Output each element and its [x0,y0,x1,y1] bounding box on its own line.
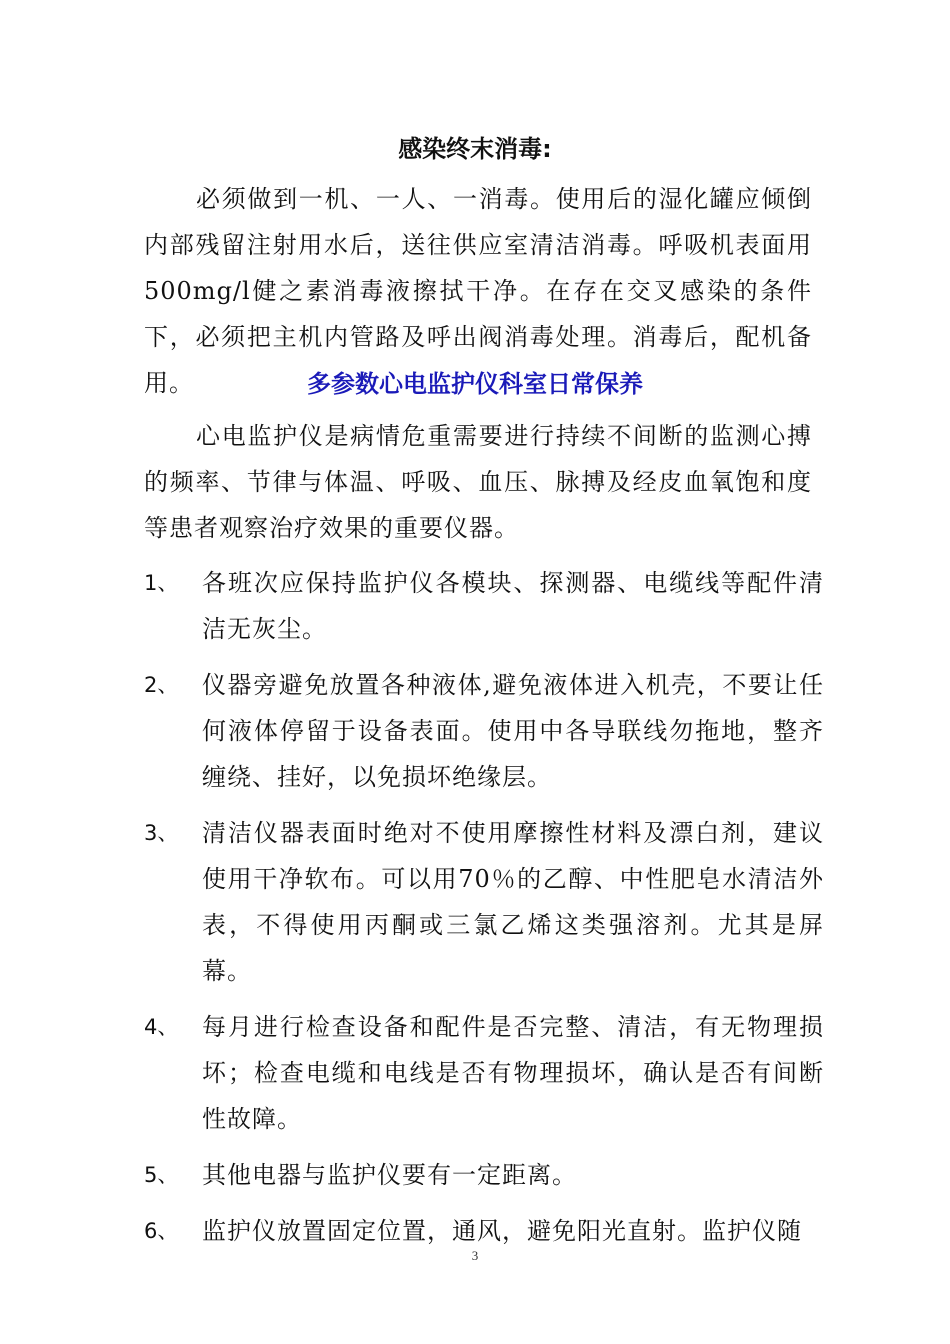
list-item [144,810,824,994]
section-title-terminal-disinfection: 感染终末消毒: [398,135,552,163]
list-item-text: 仪器旁避免放置各种液体,避免液体进入机壳，不要让任何液体停留于设备表面。使用中各导联线勿拖地，整齐缠绕、挂好，以免损坏绝缘层。 [202,671,824,791]
section-title-monitor-maintenance: 多参数心电监护仪科室日常保养 [307,370,643,398]
list-item-text: 其他电器与监护仪要有一定距离。 [202,1161,577,1189]
list-item-number: 3、 [144,821,179,845]
list-item-number: 6、 [144,1219,179,1243]
list-item-text: 每月进行检查设备和配件是否完整、清洁，有无物理损坏；检查电缆和电线是否有物理损坏，确认是否有间断性故障。 [202,1013,824,1133]
list-item-number: 4、 [144,1015,179,1039]
list-item [144,1004,824,1142]
list-item-number: 2、 [144,673,179,697]
list-item-text: 监护仪放置固定位置，通风，避免阳光直射。监护仪随 [202,1217,802,1245]
list-item-number: 1、 [144,571,179,595]
list-item-text: 各班次应保持监护仪各模块、探测器、电缆线等配件清洁无灰尘。 [202,569,824,643]
monitor-intro-paragraph: 心电监护仪是病情危重需要进行持续不间断的监测心搏的频率、节律与体温、呼吸、血压、脉搏及经皮血氧饱和度等患者观察治疗效果的重要仪器。 [144,422,812,542]
list-item [144,1152,824,1198]
maintenance-list [144,560,824,1264]
page-number: 3 [471,1248,479,1263]
list-item [144,662,824,800]
list-item-number: 5、 [144,1163,179,1187]
list-item [144,560,824,652]
disinfection-paragraph: 必须做到一机、一人、一消毒。使用后的湿化罐应倾倒内部残留注射用水后，送往供应室清洁消毒。呼吸机表面用500mg/l健之素消毒液擦拭干净。在存在交叉感染的条件下，必须把主机内管路及呼出阀消毒处理。消毒后，配机备用。 [144,185,812,397]
list-item-text: 清洁仪器表面时绝对不使用摩擦性材料及漂白剂，建议使用干净软布。可以用70％的乙醇、中性肥皂水清洁外表，不得使用丙酮或三氯乙烯这类强溶剂。尤其是屏幕。 [202,819,824,985]
